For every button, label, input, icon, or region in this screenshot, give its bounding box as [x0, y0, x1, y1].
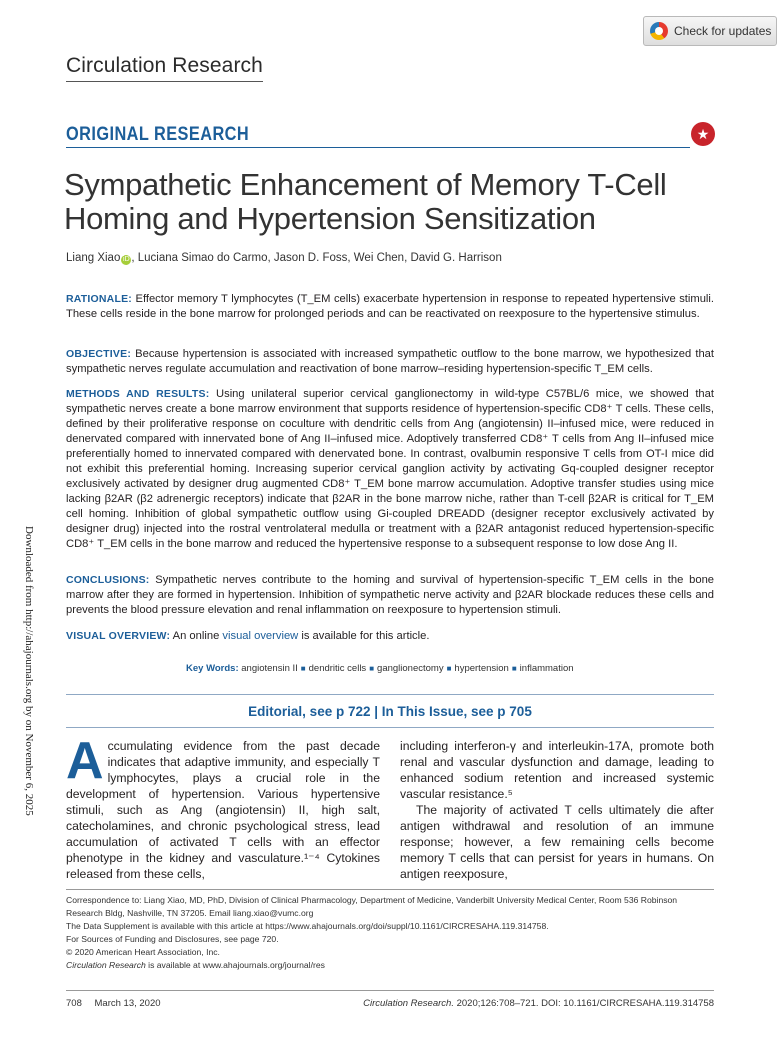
footer-citation — [363, 998, 714, 1009]
conclusions-text: Sympathetic nerves contribute to the homing and survival of hypertension-specific T_EM cells in the bone marrow after they are formed in hypertension. Inhibition of sympathetic nerve activity and β2AR blockade reduces these cells and prevents the blood pressure elevation and renal inflammation on reexposure to hypertension stimuli. — [66, 574, 715, 616]
footnote-availability — [66, 959, 714, 972]
abstract-conclusions — [66, 573, 714, 618]
abstract-objective — [66, 347, 714, 377]
dropcap: A — [66, 732, 104, 790]
download-watermark: Downloaded from http://ahajournals.org by on November 6, 2025 — [23, 526, 35, 816]
body-left-column — [66, 732, 380, 882]
journal-name: Circulation Research — [66, 53, 263, 82]
check-for-updates-button[interactable] — [643, 16, 777, 46]
article-title: Sympathetic Enhancement of Memory T-Cell Homing and Hypertension Sensitization — [64, 167, 667, 236]
footnote-copyright: © 2020 American Heart Association, Inc. — [66, 947, 220, 957]
footnote-funding: For Sources of Funding and Disclosures, see page 720. — [66, 934, 279, 944]
body-right-column — [400, 738, 714, 882]
visual-overview-label: VISUAL OVERVIEW: — [66, 630, 171, 642]
keyword: hypertension — [454, 663, 509, 674]
editorial-links[interactable]: Editorial, see p 722 | In This Issue, see p 705 — [248, 704, 532, 719]
bullet-icon: ■ — [446, 664, 452, 673]
author-rest: , Luciana Simao do Carmo, Jason D. Foss, Wei Chen, David G. Harrison — [131, 252, 502, 264]
editorial-rule-bottom — [66, 727, 714, 728]
methods-label: METHODS AND RESULTS: — [66, 388, 210, 400]
author-list — [66, 252, 716, 265]
rationale-label: RATIONALE: — [66, 293, 132, 305]
footnote-rule — [66, 889, 714, 890]
keyword: ganglionectomy — [377, 663, 444, 674]
footnote-availability-text: is available at www.ahajournals.org/journal/res — [145, 960, 325, 970]
orcid-icon[interactable]: iD — [123, 256, 130, 263]
abstract-methods — [66, 387, 714, 552]
footer-rule — [66, 990, 714, 991]
check-for-updates-label: Check for updates — [674, 24, 772, 38]
objective-label: OBJECTIVE: — [66, 348, 132, 360]
keywords — [186, 663, 574, 674]
body-right-paragraph-2: The majority of activated T cells ultimately die after antigen withdrawal and resolution of an immune response; however, a few remaining cells become memory T cells that can persist for years in humans. On antigen reexposure, — [400, 803, 714, 881]
page-number: 708 — [66, 998, 82, 1009]
footer-doi: 2020;126:708–721. DOI: 10.1161/CIRCRESAHA.119.314758 — [453, 998, 714, 1009]
footnotes — [66, 894, 714, 972]
bullet-icon: ■ — [300, 664, 306, 673]
visual-overview-pre: An online — [172, 630, 223, 642]
abstract-rationale — [66, 292, 714, 322]
footer-journal: Circulation Research. — [363, 998, 454, 1009]
conclusions-label: CONCLUSIONS: — [66, 574, 150, 586]
keyword: angiotensin II — [241, 663, 298, 674]
page-footer — [66, 998, 714, 1009]
footnote-journal: Circulation Research — [66, 960, 146, 970]
rationale-text: Effector memory T lymphocytes (T_EM cells) exacerbate hypertension in response to repeated hypertensive stimuli. These cells reside in the bone marrow for prolonged periods and can be reactivated on reexposure to the hypertensive stimulus. — [66, 293, 715, 320]
author-first: Liang Xiao — [66, 252, 121, 264]
body-right-paragraph-1: including interferon-γ and interleukin-17A, promote both renal and vascular dysfunction and damage, leading to enhanced sodium retention and increased systemic vascular resistance.⁵ — [400, 739, 714, 801]
bullet-icon: ■ — [511, 664, 517, 673]
issue-date: March 13, 2020 — [94, 998, 161, 1009]
bullet-icon: ■ — [369, 664, 375, 673]
abstract-visual-overview — [66, 629, 714, 644]
visual-overview-link[interactable]: visual overview — [222, 630, 299, 642]
keyword: dendritic cells — [308, 663, 367, 674]
section-rule — [66, 147, 690, 148]
objective-text: Because hypertension is associated with increased sympathetic outflow to the bone marrow, we hypothesized that sympathetic nerves regulate accumulation and reactivation of bone marrow–residing hypertension-specific T_EM cells. — [66, 348, 714, 375]
section-label: ORIGINAL RESEARCH — [66, 124, 250, 145]
keywords-label: Key Words: — [186, 663, 239, 674]
body-left-text: ccumulating evidence from the past decade indicates that adaptive immunity, and especially T lymphocytes, plays a crucial role in the development of hypertension. Various hypertensive stimuli, such as Ang (angiotensin) II, high salt, catecholamines, and chronic psychological stress, lead accumulation of activated T cells with an effector phenotype in the kidney and vasculature.¹⁻⁴ Cytokines released from these cells, — [66, 739, 380, 881]
footnote-supplement: The Data Supplement is available with this article at https://www.ahajournals.org/doi/suppl/10.1161/CIRCRESAHA.119.314758. — [66, 921, 549, 931]
star-icon: ★ — [691, 122, 715, 146]
footnote-correspondence: Correspondence to: Liang Xiao, MD, PhD, Division of Clinical Pharmacology, Department of Medicine, Vanderbilt University Medical Center, Room 536 Robinson Research Bldg, Nashville, TN 37205. Email liang.xiao@vumc.org — [66, 895, 678, 918]
visual-overview-post: is available for this article. — [298, 630, 430, 642]
keyword: inflammation — [519, 663, 574, 674]
methods-text: Using unilateral superior cervical ganglionectomy in wild-type C57BL/6 mice, we showed that sympathetic nerves create a bone marrow environment that supports residence of hypertension-specific CD8⁺ T cells. These cells, defined by their proliferative response on coculture with dendritic cells from Ang (angiotensin) II–infused mice, were reduced in denervated compared with innervated bone of Ang II–infused mice. Adoptively transferred CD8⁺ T cells from Ang II–infused mice preferentially homed to innervated compared with denervated bone. In contrast, ovalbumin responsive T cells from OT-I mice did not exhibit this preferential homing. Increasing superior cervical ganglion activity by activating Gq-coupled designer receptor exclusively activated by designer drug augmented CD8⁺ T_EM bone marrow accumulation. Adoptive transfer studies using mice lacking β2AR (β2 adrenergic receptors) indicate that β2AR in the bone marrow niche, rather than T-cell β2AR is critical for T_EM cell homing. Inhibition of global sympathetic outflow using Gi-coupled DREADD (designer receptor exclusively activated by designer drug) injected into the rostral ventrolateral medulla or treatment with a β2AR antagonist reduced hypertension-specific CD8⁺ T_EM cells in the bone marrow and reduced the hypertensive response to a subsequent response to low dose Ang II. — [66, 388, 714, 550]
editorial-rule-top — [66, 694, 714, 695]
footer-left — [66, 998, 171, 1009]
crossmark-icon — [650, 22, 668, 40]
